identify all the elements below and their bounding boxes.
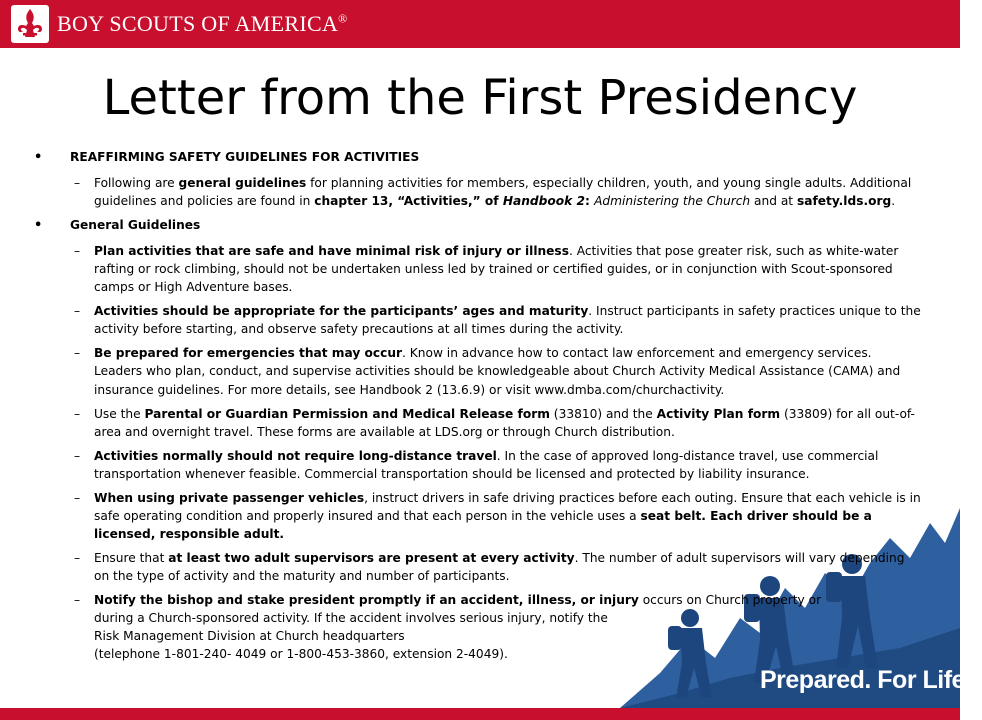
org-name: BOY SCOUTS OF AMERICA® [57, 11, 348, 36]
list-item: – Ensure that at least two adult supervisors are present at every activity. The number of adult supervisors will vary depending on the type of activity and the maturity and number of participants. [30, 549, 922, 585]
header-bar [0, 0, 960, 48]
list-item: – Activities normally should not require long-distance travel. In the case of approved long-distance travel, use commercial transportation whenever feasible. Commercial transportation should be licensed and protected by liability insurance. [30, 447, 922, 483]
list-item: – When using private passenger vehicles, instruct drivers in safe driving practices before each outing. Ensure that each vehicle is in safe operating condition and properly insured and that each person in the vehicle uses a seat belt. Each driver should be a licensed, responsible adult. [30, 489, 922, 543]
section-heading: • General Guidelines [30, 216, 922, 234]
list-item: – Following are general guidelines for planning activities for members, especially children, youth, and young single adults. Additional guidelines and policies are found in chapter 13, “Activities,” of Handbook 2: Administering the Church and at safety.lds.org. [30, 174, 922, 210]
list-item: – Activities should be appropriate for the participants’ ages and maturity. Instruct participants in safety practices unique to the activity before starting, and observe safety precautions at all times during the activity. [30, 302, 922, 338]
footer-bar [0, 708, 960, 720]
section-heading: • REAFFIRMING SAFETY GUIDELINES FOR ACTIVITIES [30, 148, 922, 166]
trademark-mark: ™ [971, 669, 982, 682]
list-item: – Notify the bishop and stake president promptly if an accident, illness, or injury occurs on Church property or during a Church-sponsored activity. If the accident involves serious injury, notify the Risk Management Division at Church headquarters (telephone 1-801-240- 4049 or 1-800-453-3860, extension 2-4049). [30, 591, 922, 663]
list-item: – Be prepared for emergencies that may occur. Know in advance how to contact law enforcement and emergency services. Leaders who plan, conduct, and supervise activities should be knowledgeable about Church Activity Medical Assistance (CAMA) and insurance guidelines. For more details, see Handbook 2 (13.6.9) or visit www.dmba.com/churchactivity. [30, 344, 922, 398]
list-item: – Plan activities that are safe and have minimal risk of injury or illness. Activities that pose greater risk, such as white-water rafting or rock climbing, should not be undertaken unless led by trained or certified guides, or in conjunction with Scout-sponsored camps or High Adventure bases. [30, 242, 922, 296]
letter-content [30, 148, 922, 669]
fleur-de-lis-icon [10, 4, 50, 44]
page-title: Letter from the First Presidency [102, 70, 858, 126]
registered-mark: ® [338, 11, 348, 26]
tagline: Prepared. For Life.™ [760, 666, 982, 694]
list-item: – Use the Parental or Guardian Permission and Medical Release form (33810) and the Activity Plan form (33809) for all out-of-area and overnight travel. These forms are available at LDS.org or through Church distribution. [30, 405, 922, 441]
